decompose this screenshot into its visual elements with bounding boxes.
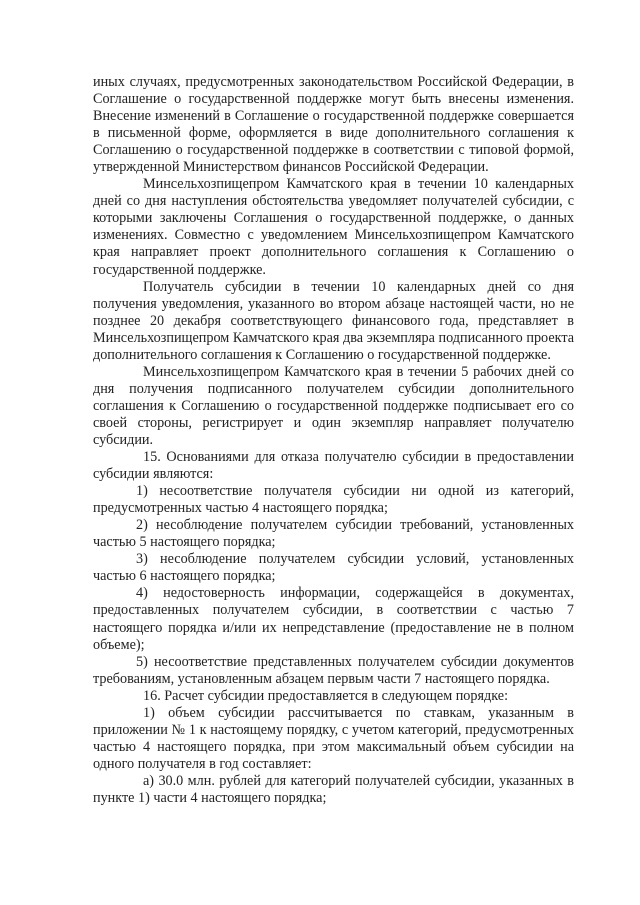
list-item-refusal-2: 2) несоблюдение получателем субсидии требований, установленных частью 5 настоящего порядка; (93, 517, 574, 551)
paragraph-ministry-notice: Минсельхозпищепром Камчатского края в течении 10 календарных дней со дня наступления обстоятельства уведомляет получателей субсидии, с которыми заключены Соглашения о государственной поддержке, о данных изменениях. Совместно с уведомлением Минсельхозпищепром Камчатского края направляет проект дополнительного соглашения к Соглашению о государственной поддержке. (93, 176, 574, 278)
list-item-refusal-1: 1) несоответствие получателя субсидии ни одной из категорий, предусмотренных частью 4 настоящего порядка; (93, 483, 574, 517)
paragraph-ministry-registration: Минсельхозпищепром Камчатского края в течении 5 рабочих дней со дня получения подписанного получателем субсидии дополнительного соглашения к Соглашению о государственной поддержке подписывает его со своей стороны, регистрирует и один экземпляр направляет получателю субсидии. (93, 363, 574, 448)
list-item-refusal-3: 3) несоблюдение получателем субсидии условий, установленных частью 6 настоящего порядка; (93, 551, 574, 585)
document-page (93, 74, 574, 807)
paragraph-recipient-submission: Получатель субсидии в течении 10 календарных дней со дня получения уведомления, указанного во втором абзаце настоящей части, но не позднее 20 декабря соответствующего финансового года, представляет в Минсельхозпищепром Камчатского края два экземпляра подписанного проекта дополнительного соглашения к Соглашению о государственной поддержке. (93, 278, 574, 363)
paragraph-section-16-heading: 16. Расчет субсидии предоставляется в следующем порядке: (143, 687, 509, 704)
list-item-refusal-4: 4) недостоверность информации, содержащейся в документах, предоставленных получателем субсидии, в соответствии с частью 7 настоящего порядка и/или их непредставление (предоставление не в полном объеме); (93, 585, 574, 653)
paragraph-section-15-heading: 15. Основаниями для отказа получателю субсидии в предоставлении субсидии являются: (93, 449, 574, 483)
list-item-refusal-5: 5) несоответствие представленных получателем субсидии документов требованиям, установленным абзацем первым части 7 настоящего порядка. (93, 653, 574, 687)
paragraph-amendments-intro: иных случаях, предусмотренных законодательством Российской Федерации, в Соглашение о государственной поддержке могут быть внесены изменения. Внесение изменений в Соглашение о государственной поддержке совершается в письменной форме, оформляется в виде дополнительного соглашения к Соглашению о государственной поддержке в соответствии с типовой формой, утвержденной Министерством финансов Российской Федерации. (93, 74, 574, 176)
list-item-calculation-1: 1) объем субсидии рассчитывается по ставкам, указанным в приложении № 1 к настоящему порядку, с учетом категорий, предусмотренных частью 4 настоящего порядка, при этом максимальный объем субсидии на одного получателя в год составляет: (93, 704, 574, 772)
list-item-calculation-a: а) 30.0 млн. рублей для категорий получателей субсидии, указанных в пункте 1) части 4 настоящего порядка; (93, 772, 574, 806)
